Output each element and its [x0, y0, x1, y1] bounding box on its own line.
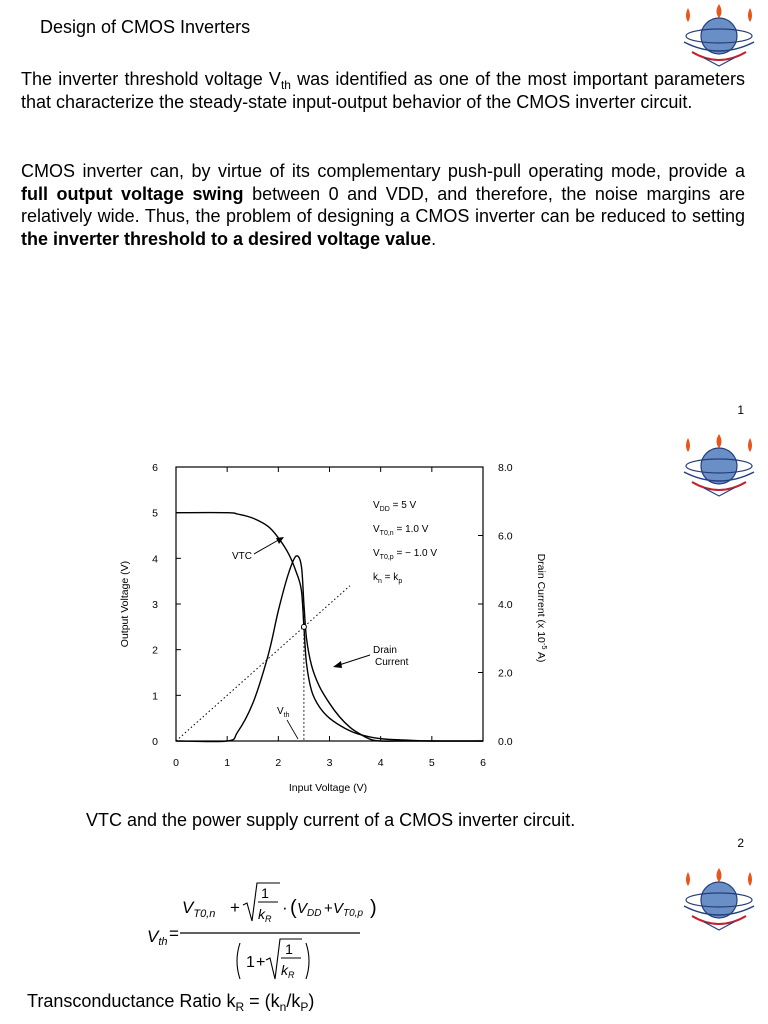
drain-annotation-1: Drain	[373, 645, 397, 656]
y-axis-right-label	[535, 554, 549, 663]
p2-bold-a: full output voltage swing	[21, 183, 244, 204]
formula-lhs: Vth	[147, 927, 168, 948]
y-left-tick-label: 5	[152, 507, 158, 520]
param-legend	[373, 500, 437, 585]
formula-kr-1: $k_R$	[258, 906, 272, 924]
ratio-sub-n: n	[279, 1000, 287, 1014]
vth-pointer	[287, 720, 298, 739]
p2-text-a: CMOS inverter can, by virtue of its complementary push-pull operating mode, provide a	[21, 161, 745, 181]
y-left-tick-label: 1	[152, 690, 158, 703]
formula-plus-3: +	[256, 954, 266, 971]
ratio-text-d: )	[308, 991, 315, 1011]
y-left-tick-label: 2	[152, 644, 158, 657]
figure-caption: VTC and the power supply current of a CMOS inverter circuit.	[86, 810, 576, 830]
drain-annotation-2: Current	[375, 657, 409, 668]
formula-one-2: 1	[285, 941, 293, 957]
formula-one-1: 1	[261, 885, 269, 901]
y-right-tick-label: 4.0	[498, 599, 513, 611]
y-axis-left-label: Output Voltage (V)	[119, 560, 131, 648]
y-right-tick-label: 6.0	[498, 530, 513, 543]
x-tick-label: 1	[224, 757, 231, 769]
formula-den-one: 1	[246, 954, 255, 971]
drain-arrowhead	[333, 661, 342, 668]
param-kn-kp: $k_n = k_p$	[373, 572, 403, 585]
param-vton: $V_{T0,n} = 1.0$ V	[373, 524, 429, 537]
y-right-tick-label: 8.0	[498, 462, 513, 474]
vth-marker	[301, 624, 306, 629]
vth-annotation: $V_{th}$	[277, 706, 290, 719]
y-left-tick-label: 3	[152, 599, 158, 611]
ratio-text-a: Transconductance Ratio k	[27, 991, 236, 1011]
threshold-formula	[140, 875, 380, 987]
p2-bold-b: the inverter threshold to a desired voltage value	[21, 228, 432, 249]
y-left-tick-label: 0	[152, 736, 158, 748]
paren-open: (	[290, 897, 297, 919]
ratio-sub-p: P	[300, 1000, 309, 1014]
den-paren-close	[306, 943, 309, 979]
x-tick-label: 3	[326, 757, 333, 769]
paren-close: )	[370, 897, 377, 919]
formula-dot: ·	[282, 898, 288, 917]
page-number-2: 2	[737, 836, 744, 850]
x-axis-label: Input Voltage (V)	[288, 782, 368, 794]
formula-equals: =	[169, 924, 179, 943]
vtc-annotation: VTC	[232, 551, 252, 562]
y-right-label-sup: -5	[540, 642, 549, 650]
formula-vt0p: $V_{T0,p}$	[333, 900, 364, 919]
paragraph-design	[21, 160, 745, 250]
x-tick-label: 5	[428, 757, 435, 769]
y-right-label-a: Drain Current (x 10	[535, 553, 547, 643]
logo-graphic	[670, 866, 766, 942]
page-title: Design of CMOS Inverters	[40, 17, 251, 37]
x-tick-label: 6	[480, 757, 486, 769]
logo-graphic	[670, 2, 766, 78]
series-line	[176, 586, 350, 741]
y-right-tick-label: 0.0	[498, 736, 513, 748]
series-line	[176, 513, 483, 742]
chart-curves	[176, 513, 483, 742]
series-line	[176, 556, 483, 742]
y-right-label-end: A)	[535, 649, 547, 663]
ratio-text-c: /k	[286, 991, 301, 1011]
y-right-tick-label: 2.0	[498, 667, 513, 680]
p2-text-c: .	[431, 228, 437, 249]
formula-vt0n: $V_{T0,n}$	[182, 898, 216, 920]
transconductance-ratio	[27, 991, 314, 1012]
page-number-1: 1	[737, 403, 744, 417]
ratio-sub-r: R	[235, 1000, 245, 1014]
den-paren-open	[237, 943, 240, 979]
p1-text-b: was identified as one of the most important parameters that characterize the steady-state input-output behavior of the CMOS inverter circuit.	[21, 69, 745, 112]
y-left-tick-label: 6	[152, 462, 158, 474]
formula-plus-2: +	[324, 900, 333, 917]
x-tick-label: 2	[275, 757, 282, 769]
vtc-chart	[0, 450, 768, 805]
x-tick-label: 4	[377, 757, 384, 769]
ratio-text-b: = (k	[244, 991, 280, 1011]
university-logo-icon	[670, 866, 766, 942]
formula-plus-1: +	[230, 898, 240, 917]
formula-vdd: $V_{DD}$	[297, 900, 322, 919]
p1-text-a: The inverter threshold voltage V	[21, 69, 281, 89]
param-vtop: $V_{T0,p}$ = − 1.0 V	[373, 548, 438, 561]
param-vdd: $V_{DD} = 5$ V	[373, 500, 417, 513]
y-left-tick-label: 4	[152, 553, 158, 566]
plot-frame	[176, 467, 483, 741]
university-logo-icon	[670, 2, 766, 78]
formula-kr-2: $k_R$	[281, 962, 295, 980]
paragraph-threshold	[21, 68, 745, 113]
p1-sub: th	[280, 78, 291, 92]
x-tick-label: 0	[173, 757, 179, 769]
p2-text-b: between 0 and VDD, and therefore, the noise margins are relatively wide. Thus, the problem of designing a CMOS inverter can be reduced to setting	[21, 183, 746, 226]
axis-ticks	[152, 462, 513, 769]
